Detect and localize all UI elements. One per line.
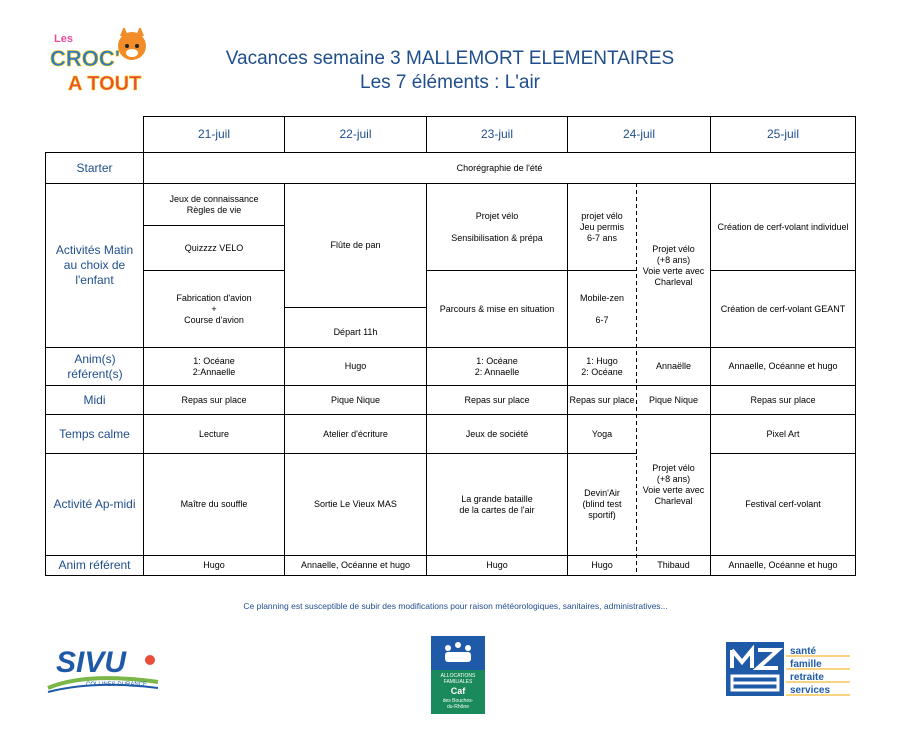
cell-text: Annaëlle — [655, 361, 692, 371]
midi-23 — [427, 386, 567, 414]
cell-text: 1: Océane — [193, 355, 235, 366]
cell-text: Fabrication d'avion — [176, 292, 252, 303]
cell-text: Annaelle, Océanne et hugo — [728, 361, 838, 371]
cell-text: 6-7 ans — [586, 232, 618, 243]
cell-text: 2: Océane — [581, 366, 623, 377]
sivu-logo — [46, 642, 164, 698]
anims-24-a — [568, 348, 636, 385]
cell-text: projet vélo — [581, 210, 623, 221]
sivu-name-text: SIVU — [56, 646, 127, 679]
row-label-text: Activités Matin au choix de l'enfant — [55, 243, 134, 287]
cell-text: 6-7 — [595, 314, 609, 325]
day-header-25 — [711, 117, 855, 152]
cell-text: 1: Océane — [476, 355, 518, 366]
cell-text: Flûte de pan — [330, 240, 381, 250]
cell-text: Lecture — [198, 428, 230, 439]
cell-text: (+8 ans) — [656, 474, 691, 484]
matin-22-a — [285, 184, 426, 307]
cell-text: Annaelle, Océanne et hugo — [300, 560, 411, 570]
cell-text: Hugo — [203, 560, 225, 570]
matin-21-b — [144, 226, 284, 270]
calme-23 — [427, 415, 567, 453]
matin-21-a — [144, 184, 284, 225]
matin-25-b — [711, 271, 855, 347]
cell-text: Parcours & mise en situation — [439, 303, 555, 314]
caf-logo — [431, 636, 485, 714]
animref-24-b — [637, 556, 710, 575]
cell-text: (+8 ans) — [656, 254, 691, 265]
calme-24-a — [568, 415, 636, 453]
row-label-text: Activité Ap-midi — [53, 497, 136, 511]
row-label-midi — [46, 386, 143, 414]
row-label-matin — [48, 184, 141, 347]
cell-text: Quizzzz VELO — [184, 242, 244, 253]
cell-text: Course d'avion — [184, 314, 244, 325]
cell-text: Jeux de société — [465, 428, 529, 439]
cell-text: Thibaud — [657, 560, 690, 570]
day-header-21 — [144, 117, 284, 152]
caf-line5: du-Rhône — [447, 704, 469, 710]
cell-text: Pique Nique — [648, 394, 699, 405]
row-label-text: Anim(s) référent(s) — [67, 351, 123, 381]
msa-line3: retraite — [790, 672, 824, 683]
anims-24-b — [637, 348, 710, 385]
animref-21 — [144, 556, 284, 575]
caf-line2: FAMILIALES — [443, 679, 473, 685]
cell-text: Voie verte avec — [642, 485, 705, 495]
apmidi-25 — [711, 454, 855, 555]
cell-text: Hugo — [486, 560, 508, 570]
cell-text: Repas sur place — [181, 394, 247, 405]
midi-24-b — [637, 386, 710, 414]
msa-logo — [726, 642, 852, 698]
day-label: 22-juil — [339, 127, 372, 141]
matin-22-b — [285, 308, 426, 347]
cell-text: Devin'Air — [584, 488, 620, 498]
cell-text: Chorégraphie de l'été — [456, 162, 543, 173]
apmidi-22 — [285, 454, 426, 555]
title-line-1: Vacances semaine 3 MALLEMORT ELEMENTAIRES — [225, 48, 675, 69]
croc-main-text: CROC' — [50, 46, 121, 71]
cell-text: de la cartes de l'air — [459, 504, 535, 515]
caf-line3: Caf — [450, 686, 466, 696]
midi-22 — [285, 386, 426, 414]
cell-text: Voie verte avec — [642, 265, 705, 276]
cell-text: La grande bataille — [461, 493, 533, 504]
cell-text: Festival cerf-volant — [745, 499, 821, 509]
croc-les-text: Les — [54, 33, 73, 45]
cell-text: Jeux de connaissance — [169, 193, 259, 204]
cell-text: sportif) — [588, 510, 616, 520]
apmidi-24-a — [568, 454, 636, 555]
matin-23-a — [427, 184, 567, 270]
midi-21 — [144, 386, 284, 414]
cell-text: Yoga — [591, 428, 613, 439]
midi-24-a — [568, 386, 636, 414]
cell-text: Repas sur place — [750, 394, 816, 405]
day-header-24 — [568, 117, 710, 152]
calme-21 — [144, 415, 284, 453]
matin-21-c — [144, 271, 284, 347]
cell-text: Maître du souffle — [180, 499, 248, 509]
cell-text: Repas sur place — [464, 394, 530, 405]
midi-25 — [711, 386, 855, 414]
row-label-calme — [46, 415, 143, 453]
day-label: 25-juil — [766, 127, 799, 141]
cell-text: Création de cerf-volant GEANT — [720, 303, 846, 314]
cell-text: Règles de vie — [186, 204, 242, 215]
cell-text: Repas sur place — [569, 394, 635, 405]
day-header-23 — [427, 117, 567, 152]
day-header-22 — [285, 117, 426, 152]
cell-text: 1: Hugo — [586, 355, 618, 366]
starter-cell — [144, 153, 855, 183]
matin-24-b — [568, 271, 636, 347]
animref-23 — [427, 556, 567, 575]
cell-text: Pique Nique — [330, 394, 381, 405]
row-label-starter — [46, 153, 143, 183]
anims-25 — [711, 348, 855, 385]
matin-24-a — [568, 184, 636, 270]
caf-line4: des Bouches- — [442, 698, 474, 704]
row-label-animref — [46, 556, 143, 575]
row-label-anims — [56, 348, 134, 385]
cell-text: (blind test — [582, 499, 622, 509]
row-label-text: Temps calme — [59, 426, 130, 441]
sivu-sub-text: COLLINES DURANCE — [86, 682, 148, 688]
cell-text: Charleval — [654, 496, 693, 506]
cell-text: 2:Annaelle — [192, 366, 236, 377]
matin-25-a — [711, 184, 855, 270]
caf-line1: ALLOCATIONS — [440, 673, 476, 679]
cell-text: Projet vélo — [475, 210, 519, 221]
anims-21 — [144, 348, 284, 385]
apmidi-21 — [144, 454, 284, 555]
animref-22 — [285, 556, 426, 575]
anims-23 — [427, 348, 567, 385]
disclaimer-note: Ce planning est susceptible de subir des modifications pour raison météorologiques, sanitaires, administratives... — [243, 601, 668, 611]
title-line-2: Les 7 éléments : L'air — [360, 72, 540, 93]
cell-text: Sensibilisation & prépa — [451, 232, 543, 243]
apmidi-23 — [427, 454, 567, 555]
cell-text: Hugo — [344, 361, 367, 371]
cell-text: + — [211, 303, 217, 314]
msa-line4: services — [790, 685, 831, 696]
matin-24-c — [637, 184, 710, 347]
cell-text: Atelier d'écriture — [323, 428, 388, 439]
msa-line1: santé — [790, 646, 817, 657]
cell-text: Jeu permis — [579, 221, 624, 232]
day-label: 24-juil — [622, 127, 655, 141]
day-label: 23-juil — [480, 127, 513, 141]
row-label-text: Midi — [83, 392, 106, 407]
cell-text: Sortie Le Vieux MAS — [314, 499, 397, 509]
cell-text: Mobile-zen — [579, 292, 625, 303]
animref-24-a — [568, 556, 636, 575]
cell-text: Pixel Art — [766, 428, 800, 439]
cell-text: 2: Annaelle — [474, 366, 520, 377]
cell-text: Charleval — [654, 276, 693, 287]
apmidi-24-b — [637, 415, 710, 555]
cell-text: Annaelle, Océanne et hugo — [728, 560, 838, 570]
row-label-apmidi — [46, 454, 143, 555]
animref-25 — [711, 556, 855, 575]
cell-text: Création de cerf-volant individuel — [717, 221, 849, 232]
msa-line2: famille — [790, 659, 822, 670]
day-label: 21-juil — [197, 127, 230, 141]
row-label-text: Anim référent — [58, 558, 131, 572]
cell-text: Projet vélo — [652, 463, 695, 473]
cell-text: Projet vélo — [652, 243, 695, 254]
cell-text: Départ 11h — [333, 327, 378, 337]
row-label-text: Starter — [76, 160, 113, 175]
croc-atout-text: A TOUT — [68, 73, 142, 95]
cell-text: Hugo — [591, 560, 613, 570]
calme-25 — [711, 415, 855, 453]
matin-23-b — [427, 271, 567, 347]
calme-22 — [285, 415, 426, 453]
anims-22 — [285, 348, 426, 385]
